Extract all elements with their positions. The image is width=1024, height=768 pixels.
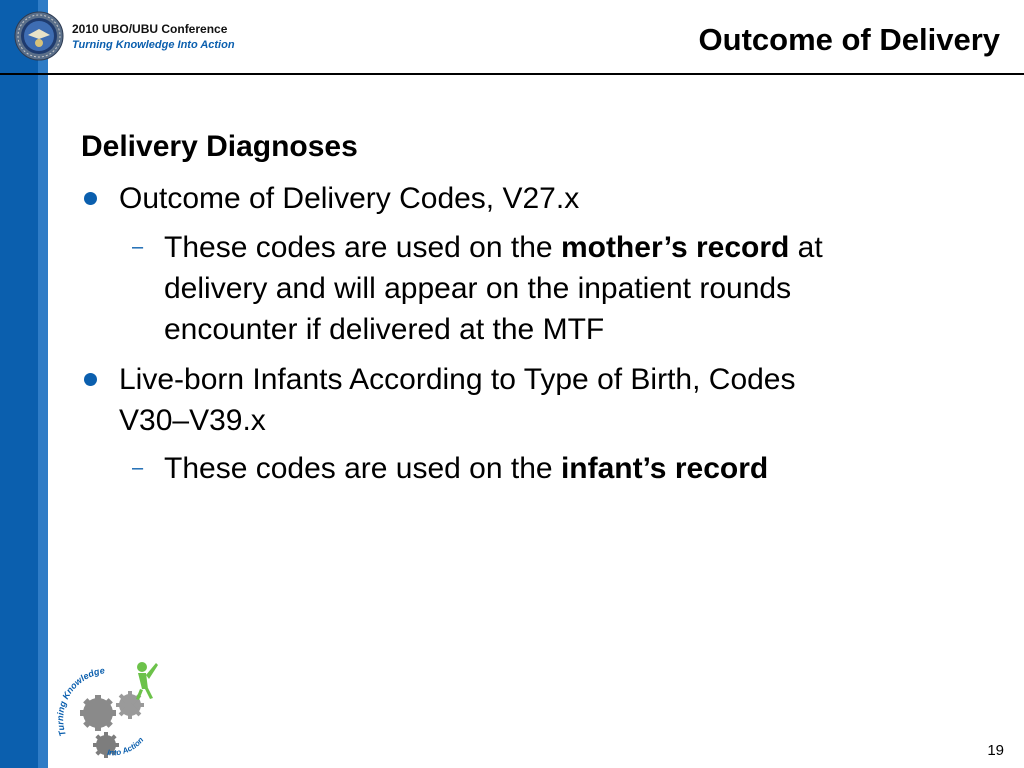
- dod-seal-icon: [14, 11, 64, 61]
- sub-bullet-mother-line1: These codes are used on the mother’s record at: [164, 231, 823, 264]
- infants-record-emphasis: infant’s record: [560, 452, 769, 485]
- title-divider: [0, 73, 1024, 75]
- bullet-liveborn-line2: V30–V39.x: [119, 404, 266, 437]
- logo-text-bottom: Into Action: [106, 735, 146, 758]
- bullet-dot-icon: [84, 192, 97, 205]
- green-figure-icon: [136, 662, 158, 700]
- bullet-dot-icon: [84, 373, 97, 386]
- dash-icon: –: [132, 457, 144, 479]
- page-number: 19: [987, 742, 1004, 759]
- logo-text-top: Turning Knowledge: [55, 665, 106, 738]
- conference-title: 2010 UBO/UBU Conference: [72, 22, 228, 36]
- sub-bullet-mother-line2: delivery and will appear on the inpatient rounds: [164, 272, 792, 305]
- bullet-outcome-codes: Outcome of Delivery Codes, V27.x: [119, 182, 580, 215]
- bullet-liveborn-line1: Live-born Infants According to Type of Birth, Codes: [119, 363, 796, 396]
- left-accent-bar-shade: [38, 0, 48, 768]
- dash-icon: –: [132, 236, 144, 258]
- conference-tagline: Turning Knowledge Into Action: [72, 39, 235, 51]
- section-heading: Delivery Diagnoses: [81, 130, 358, 163]
- turning-knowledge-logo-icon: [52, 655, 170, 765]
- sub-bullet-mother-line3: encounter if delivered at the MTF: [164, 313, 605, 346]
- sub-bullet-infant: These codes are used on the infant’s record: [164, 452, 769, 485]
- mothers-record-emphasis: mother’s record: [560, 231, 790, 264]
- gear-icon: [80, 695, 116, 731]
- slide-title: Outcome of Delivery: [698, 22, 1000, 57]
